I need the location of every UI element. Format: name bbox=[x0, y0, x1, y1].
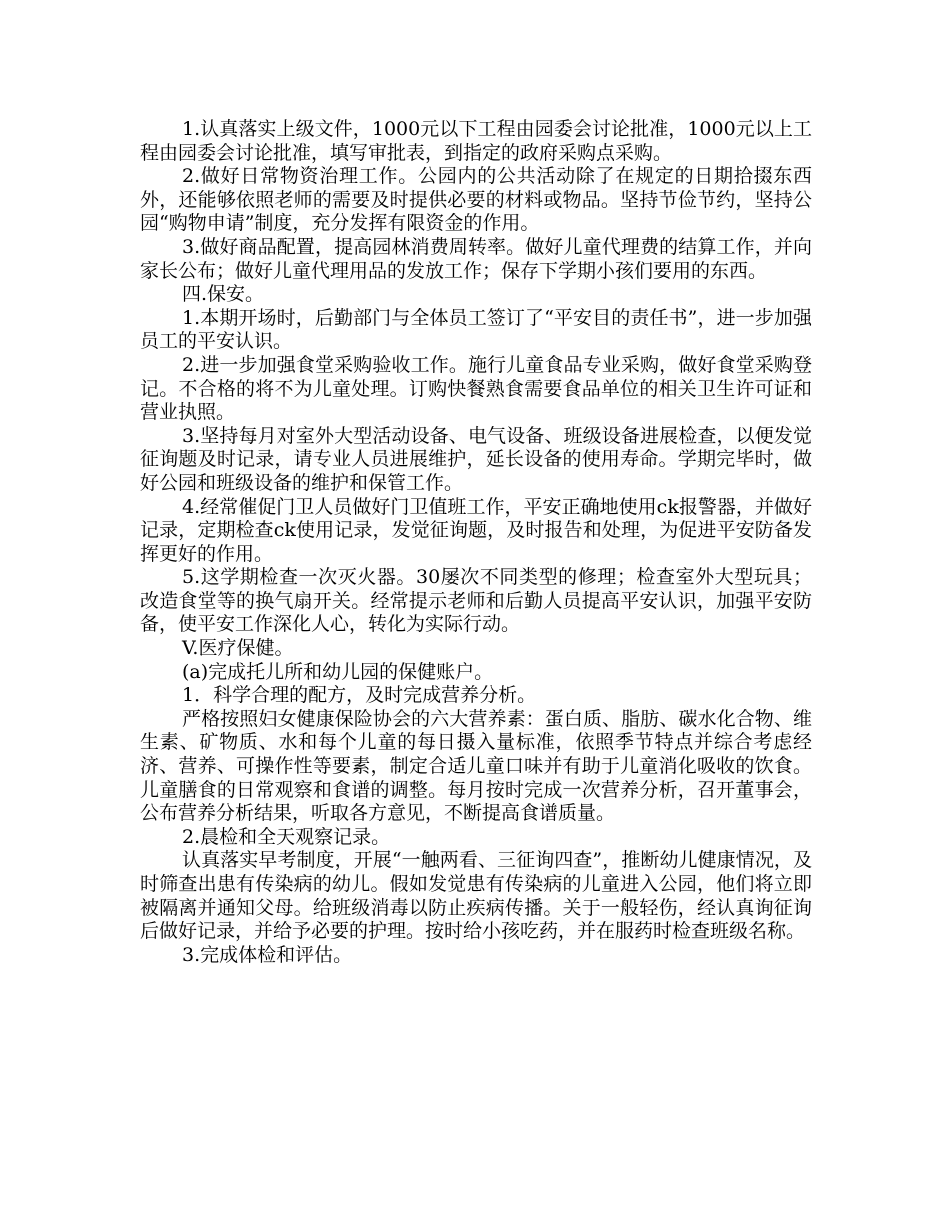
item-heading-morning-check: 2.晨检和全天观察记录。 bbox=[182, 825, 391, 848]
paragraph-nutrition-standards: 严格按照妇女健康保险协会的六大营养素：蛋白质、脂肪、碳水化合物、维生素、矿物质、水和每个儿童的每日摄入量标准，依照季节特点并综合考虑经济、营养、可操作性等要素，制定合适儿童口味并有助于儿童消化吸收的饮食。儿童膳食的日常观察和食谱的调整。每月按时完成一次营养分析，召开董事会，公布营养分析结果，听取各方意见，不断提高食谱质量。 bbox=[140, 707, 812, 825]
paragraph-goods-allocation: 3.做好商品配置，提高园林消费周转率。做好儿童代理费的结算工作，并向家长公布；做好儿童代理用品的发放工作；保存下学期小孩们要用的东西。 bbox=[140, 235, 812, 282]
item-heading-physical-exam: 3.完成体检和评估。 bbox=[182, 943, 353, 966]
section-heading-security: 四.保安。 bbox=[182, 283, 265, 306]
item-heading-nutrition: 1．科学合理的配方，及时完成营养分析。 bbox=[182, 684, 537, 707]
paragraph-daily-materials: 2.做好日常物资治理工作。公园内的公共活动除了在规定的日期拾掇东西外，还能够依照老师的需要及时提供必要的材料或物品。坚持节俭节约，坚持公园“购物申请”制度，充分发挥有限资金的作用。 bbox=[140, 165, 812, 235]
paragraph-equipment-inspection: 3.坚持每月对室外大型活动设备、电气设备、班级设备进展检查，以便发觉征询题及时记录，请专业人员进展维护，延长设备的使用寿命。学期完毕时，做好公园和班级设备的维护和保管工作。 bbox=[140, 424, 812, 494]
paragraph-fire-extinguisher: 5.这学期检查一次灭火器。30屡次不同类型的修理；检查室外大型玩具；改造食堂等的换气扇开关。经常提示老师和后勤人员提高平安认识，加强平安防备，使平安工作深化人心，转化为实际行动。 bbox=[140, 566, 812, 636]
subsection-heading-health-accounts: (a)完成托儿所和幼儿园的保健账户。 bbox=[182, 660, 494, 683]
paragraph-procurement-approval: 1.认真落实上级文件，1000元以下工程由园委会讨论批准，1000元以上工程由园委会讨论批准，填写审批表，到指定的政府采购点采购。 bbox=[140, 118, 812, 164]
paragraph-guard-duty: 4.经常催促门卫人员做好门卫值班工作，平安正确地使用ck报警器，并做好记录，定期检查ck使用记录，发觉征询题，及时报告和处理，为促进平安防备发挥更好的作用。 bbox=[140, 495, 812, 565]
section-heading-health-care: V.医疗保健。 bbox=[182, 637, 294, 660]
document-body bbox=[140, 118, 812, 967]
paragraph-canteen-procurement: 2.进一步加强食堂采购验收工作。施行儿童食品专业采购，做好食堂采购登记。不合格的将不为儿童处理。订购快餐熟食需要食品单位的相关卫生许可证和营业执照。 bbox=[140, 353, 812, 424]
paragraph-morning-check: 认真落实早考制度，开展“一触两看、三征询四查”，推断幼儿健康情况，及时筛查出患有传染病的幼儿。假如发觉患有传染病的儿童进入公园，他们将立即被隔离并通知父母。给班级消毒以防止疾病传播。关于一般轻伤，经认真询征询后做好记录，并给予必要的护理。按时给小孩吃药，并在服药时检查班级名称。 bbox=[140, 849, 812, 943]
paragraph-safety-responsibility: 1.本期开场时，后勤部门与全体员工签订了“平安目的责任书”，进一步加强员工的平安认识。 bbox=[140, 306, 812, 353]
